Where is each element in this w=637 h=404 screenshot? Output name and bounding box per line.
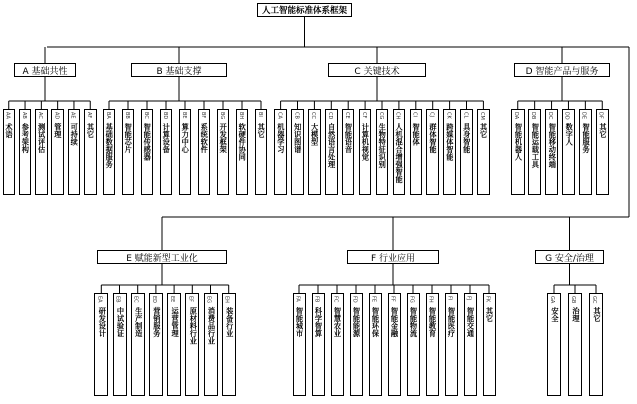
item-code: CM (479, 112, 486, 120)
item-code: DF (597, 112, 604, 119)
item-box-fh (426, 293, 439, 396)
item-box-ac (35, 109, 48, 195)
item-label: 群体智能 (428, 123, 438, 153)
item-code: CD (327, 112, 334, 120)
item-label: 智能环保 (371, 307, 381, 337)
item-code: FJ (465, 296, 472, 301)
item-label: 营销服务 (152, 307, 162, 337)
item-label: 大模型 (310, 123, 320, 146)
item-label: 消费品行业 (207, 307, 217, 345)
item-box-ch (393, 109, 406, 195)
item-code: AC (37, 112, 44, 119)
item-box-bb (122, 109, 135, 195)
item-box-bf (198, 109, 211, 195)
item-label: 生物特征识别 (378, 123, 388, 168)
group-title-a: A 基础共性 (14, 63, 76, 77)
item-code: FC (332, 296, 339, 303)
item-box-aa (3, 109, 16, 195)
item-code: EG (205, 296, 212, 304)
item-label: 系统软件 (200, 123, 210, 153)
item-code: EF (187, 296, 194, 303)
group-title-d: D 智能产品与服务 (514, 63, 610, 77)
item-code: CH (394, 112, 401, 120)
item-label: 跨媒体智能 (445, 123, 455, 161)
item-label: 装备行业 (225, 307, 235, 337)
item-box-eb (113, 293, 127, 396)
item-code: BB (123, 112, 130, 119)
item-code: CL (462, 112, 469, 119)
item-label: 软硬件协同 (238, 123, 248, 161)
item-code: CJ (428, 112, 435, 117)
item-box-dd (562, 109, 576, 195)
item-box-cg (376, 109, 389, 195)
item-box-fg (407, 293, 420, 396)
item-box-cj (426, 109, 439, 195)
item-label: 生产制造 (134, 307, 144, 337)
item-code: GC (591, 296, 597, 304)
group-title-g: G 安全/治理 (535, 250, 604, 264)
item-code: FI (446, 296, 453, 301)
item-box-cc (308, 109, 321, 195)
item-code: EB (114, 296, 121, 303)
item-code: EE (169, 296, 176, 303)
item-code: DC (546, 112, 553, 120)
item-code: DE (580, 112, 587, 120)
item-label: 智能交通 (466, 307, 476, 337)
item-code: FE (370, 296, 377, 303)
item-box-fc (331, 293, 344, 396)
item-box-ea (94, 293, 108, 396)
item-box-ca (274, 109, 287, 195)
item-code: BF (199, 112, 206, 119)
item-box-ck (443, 109, 456, 195)
item-box-ce (342, 109, 355, 195)
item-label: 计算机视觉 (361, 123, 371, 161)
item-box-ff (388, 293, 401, 396)
item-label: 机器学习 (276, 123, 286, 153)
item-box-dc (545, 109, 559, 195)
item-box-de (579, 109, 593, 195)
item-box-eh (222, 293, 236, 396)
item-label: 智慧农业 (333, 307, 343, 337)
item-box-bd (160, 109, 173, 195)
item-box-fe (369, 293, 382, 396)
item-code: FG (408, 296, 415, 303)
item-box-df (596, 109, 610, 195)
item-code: AF (86, 112, 92, 119)
item-label: 自然语言处理 (327, 123, 337, 168)
item-box-fi (445, 293, 458, 396)
item-code: CC (310, 112, 317, 119)
item-label: 智能语音 (344, 123, 354, 153)
item-label: 开发框架 (219, 123, 229, 153)
item-box-ga (547, 293, 561, 396)
item-box-cm (477, 109, 490, 195)
item-code: CF (360, 112, 367, 119)
item-box-cl (460, 109, 473, 195)
item-code: AE (69, 112, 76, 119)
item-label: 人机混合增强智能 (395, 123, 405, 183)
item-box-fj (464, 293, 477, 396)
group-title-c: C 关键技术 (328, 63, 426, 77)
item-label: 数字人 (565, 123, 575, 146)
item-code: AB (20, 112, 27, 119)
item-box-bh (236, 109, 249, 195)
item-box-da (511, 109, 525, 195)
item-label: 治理 (572, 307, 581, 322)
item-code: FH (427, 296, 434, 303)
item-label: 科学智算 (314, 307, 324, 337)
item-label: 知识图谱 (293, 123, 303, 153)
item-code: CG (377, 112, 384, 120)
item-label: 原材料行业 (189, 307, 199, 345)
item-box-ec (131, 293, 145, 396)
item-label: 其它 (479, 123, 489, 138)
item-label: 智能芯片 (124, 123, 134, 153)
item-box-gc (589, 293, 603, 396)
item-box-cb (291, 109, 304, 195)
item-label: 智能运载工具 (531, 123, 541, 168)
item-box-be (179, 109, 192, 195)
item-code: CK (445, 112, 452, 119)
item-label: 安全 (551, 307, 560, 322)
item-label: 智能金融 (390, 307, 400, 337)
item-label: 术语 (5, 123, 14, 138)
item-box-db (528, 109, 542, 195)
item-label: 智能物流 (409, 307, 419, 337)
item-box-fd (350, 293, 363, 396)
item-label: 具身智能 (462, 123, 472, 153)
group-title-e: E 赋能新型工业化 (97, 250, 227, 264)
item-code: DA (513, 112, 519, 120)
item-code: DB (529, 112, 536, 120)
item-box-fa (293, 293, 306, 396)
item-box-cf (359, 109, 372, 195)
item-label: 智能传感器 (143, 123, 153, 161)
item-box-ci (410, 109, 423, 195)
item-code: EC (132, 296, 139, 303)
item-code: CI (411, 112, 418, 117)
item-label: 智能机器人 (514, 123, 524, 161)
item-code: EH (223, 296, 230, 303)
item-label: 算力中心 (181, 123, 191, 153)
item-box-ad (51, 109, 64, 195)
item-code: BC (142, 112, 149, 119)
item-box-cd (325, 109, 338, 195)
item-label: 中试验证 (116, 307, 126, 337)
item-label: 其它 (599, 123, 608, 138)
item-label: 运营管理 (171, 307, 181, 337)
item-code: GB (570, 296, 576, 304)
item-box-ef (185, 293, 199, 396)
item-box-bi (255, 109, 268, 195)
item-code: BA (104, 112, 111, 119)
item-code: AD (53, 112, 60, 120)
item-label: 智能教育 (428, 307, 438, 337)
item-label: 参考架构 (21, 123, 31, 153)
item-box-ab (19, 109, 32, 195)
item-label: 智能医疗 (447, 307, 457, 337)
item-code: ED (150, 296, 157, 304)
item-code: CE (343, 112, 350, 119)
item-code: BI (256, 112, 263, 117)
root-title-box: 人工智能标准体系框架 (257, 3, 352, 17)
item-box-ae (68, 109, 81, 195)
item-label: 智能城市 (295, 307, 305, 337)
item-code: BH (237, 112, 244, 120)
item-label: 其它 (593, 307, 602, 322)
item-label: 智能移动终端 (548, 123, 558, 168)
item-label: 计算设备 (162, 123, 172, 153)
item-code: EA (96, 296, 103, 303)
item-label: 智能能源 (352, 307, 362, 337)
group-title-f: F 行业应用 (347, 250, 439, 264)
item-code: BE (180, 112, 187, 119)
item-code: FA (294, 296, 301, 302)
item-label: 研发设计 (98, 307, 108, 337)
item-box-fb (312, 293, 325, 396)
item-label: 其它 (86, 123, 96, 138)
item-box-ed (149, 293, 163, 396)
item-code: FD (351, 296, 358, 303)
item-code: BG (218, 112, 225, 120)
item-label: 其它 (485, 307, 495, 322)
item-label: 基础数据服务 (105, 123, 115, 168)
item-label: 智能体 (412, 123, 422, 146)
item-code: DD (563, 112, 570, 120)
item-box-bc (141, 109, 154, 195)
item-label: 测试评估 (37, 123, 47, 153)
item-code: CA (276, 112, 283, 119)
item-box-ba (103, 109, 116, 195)
item-label: 其它 (257, 123, 267, 138)
item-box-bg (217, 109, 230, 195)
item-code: CB (293, 112, 300, 119)
item-code: FF (389, 296, 396, 302)
item-box-gb (568, 293, 582, 396)
item-code: FB (313, 296, 320, 303)
group-title-b: B 基础支撑 (131, 63, 227, 77)
item-code: FK (484, 296, 491, 303)
item-box-af (84, 109, 97, 195)
item-box-ee (167, 293, 181, 396)
item-code: AA (4, 112, 11, 119)
item-label: 可持续 (70, 123, 80, 146)
item-box-eg (204, 293, 218, 396)
item-code: GA (549, 296, 555, 304)
item-box-fk (483, 293, 496, 396)
item-label: 管理 (53, 123, 63, 138)
item-label: 智能服务 (582, 123, 592, 153)
item-code: BD (161, 112, 168, 120)
